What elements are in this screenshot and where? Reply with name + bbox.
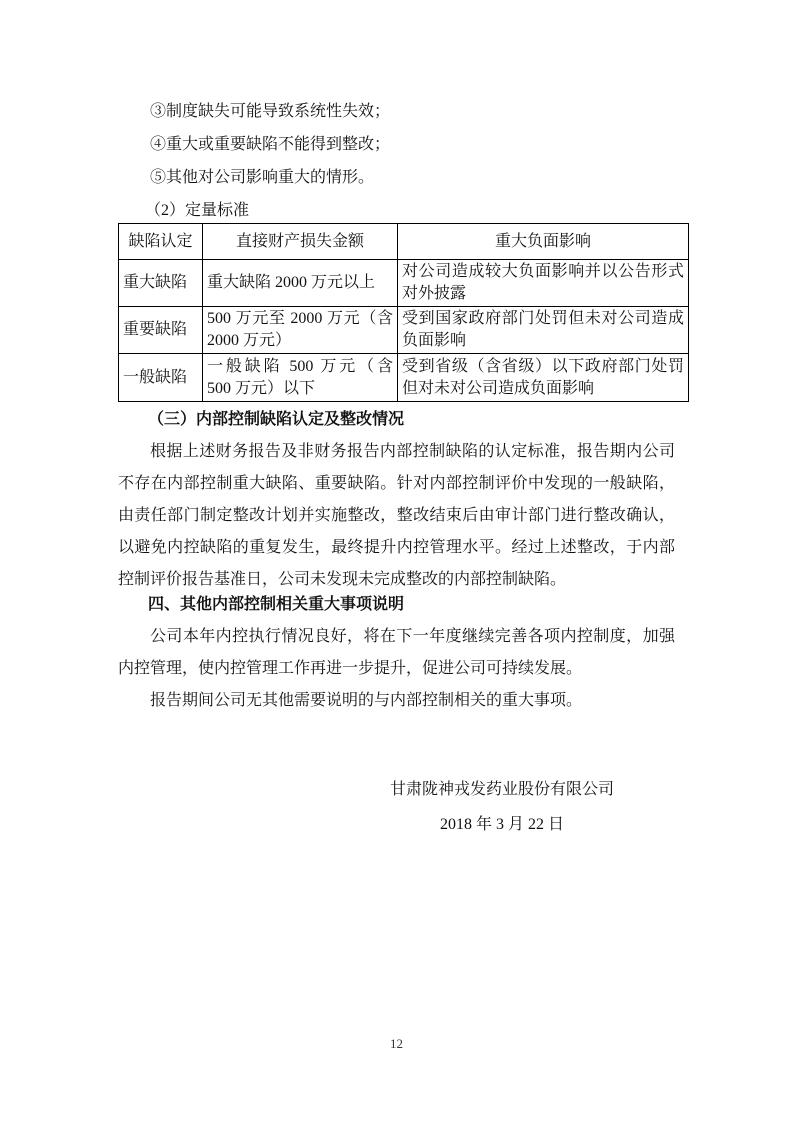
deficiency-criteria-table [118, 223, 689, 402]
table-cell: 对公司造成较大负面影响并以公告形式对外披露 [398, 260, 689, 307]
page-number: 12 [390, 1036, 403, 1051]
table-cell: 重要缺陷 [119, 307, 203, 354]
table-cell: 一般缺陷 500 万元（含 500 万元）以下 [203, 354, 398, 402]
section-3-paragraph: 根据上述财务报告及非财务报告内部控制缺陷的认定标准，报告期内公司不存在内部控制重大缺陷、重要缺陷。针对内部控制评价中发现的一般缺陷，由责任部门制定整改计划并实施整改，整改结束后由审计部门进行整改确认，以避免内控缺陷的重复发生，最终提升内控管理水平。经过上述整改，于内部控制评价报告基准日，公司未发现未完成整改的内部控制缺陷。 [118, 443, 675, 588]
document-content [118, 0, 688, 841]
table-cell: 重大缺陷 [119, 260, 203, 307]
signature-date: 2018 年 3 月 22 日 [439, 816, 564, 833]
section-4-paragraph-1: 公司本年内控执行情况良好，将在下一年度继续完善各项内控制度，加强内控管理，使内控管理工作再进一步提升，促进公司可持续发展。 [118, 628, 675, 677]
header-cell-direct-loss: 直接财产损失金额 [203, 224, 398, 260]
section-4-heading: 四、其他内部控制相关重大事项说明 [148, 596, 405, 613]
table-cell: 受到国家政府部门处罚但未对公司造成负面影响 [398, 307, 689, 354]
table-header-row [119, 224, 689, 260]
quantitative-standard-heading: （2）定量标准 [145, 202, 250, 219]
company-signature: 甘肃陇神戎发药业股份有限公司 [389, 781, 614, 798]
numbered-item-5: ⑤其他对公司影响重大的情形。 [150, 169, 375, 186]
table-row-major-deficiency [119, 260, 689, 307]
section-4-paragraph-2: 报告期间公司无其他需要说明的与内部控制相关的重大事项。 [150, 692, 583, 709]
table-row-general-deficiency [119, 354, 689, 402]
header-cell-negative-impact: 重大负面影响 [398, 224, 689, 260]
table-cell: 受到省级（含省级）以下政府部门处罚但对未对公司造成负面影响 [398, 354, 689, 402]
section-3-heading: （三）内部控制缺陷认定及整改情况 [148, 411, 405, 428]
header-cell-deficiency-type: 缺陷认定 [119, 224, 203, 260]
table-cell: 500 万元至 2000 万元（含 2000 万元） [203, 307, 398, 354]
table-row-important-deficiency [119, 307, 689, 354]
table-cell: 重大缺陷 2000 万元以上 [203, 260, 398, 307]
numbered-item-4: ④重大或重要缺陷不能得到整改； [150, 136, 391, 153]
table-cell: 一般缺陷 [119, 354, 203, 402]
numbered-item-3: ③制度缺失可能导致系统性失效； [150, 103, 391, 120]
